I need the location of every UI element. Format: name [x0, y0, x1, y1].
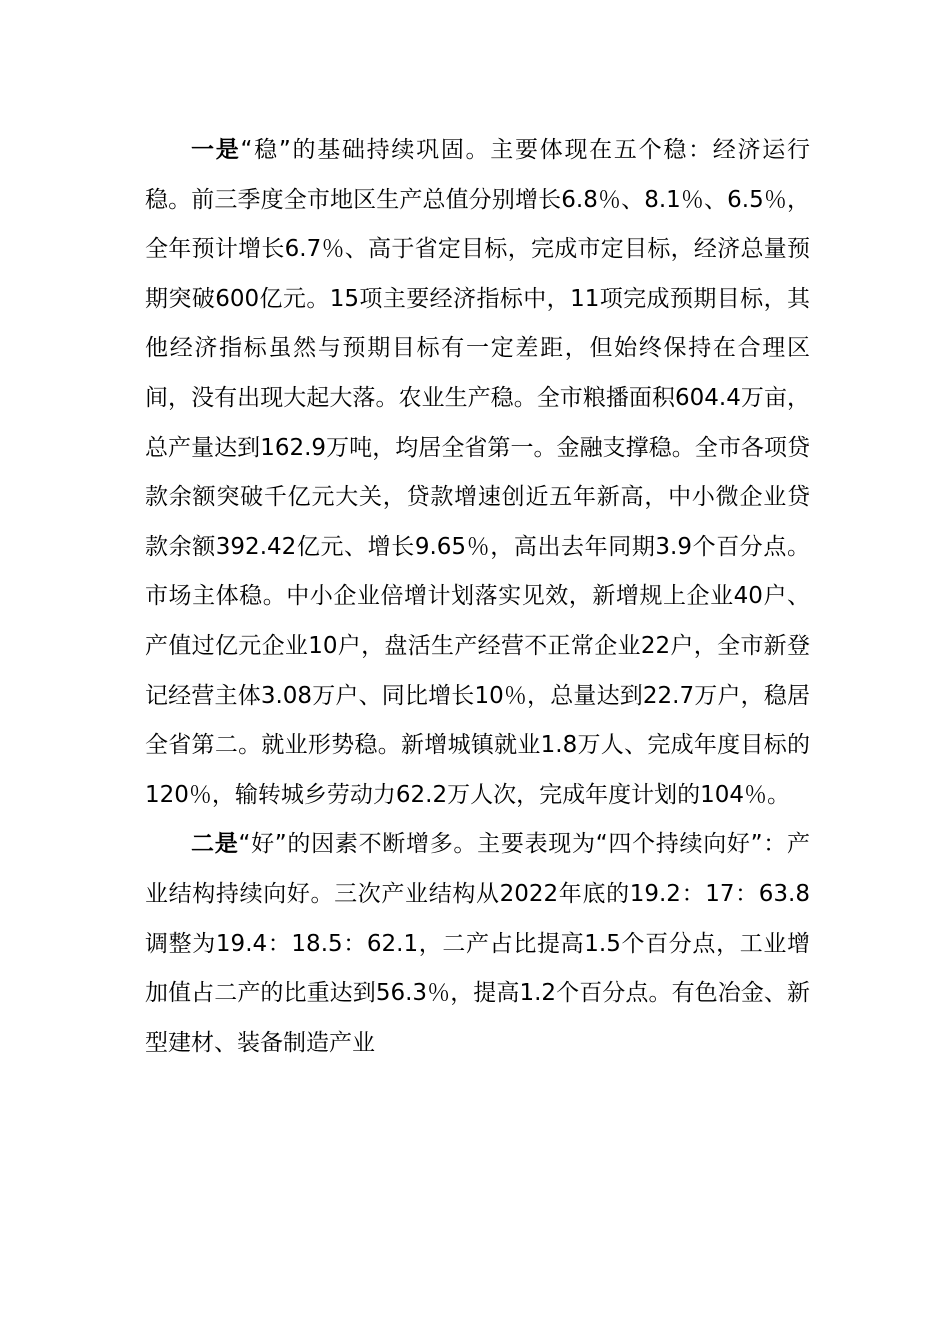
- paragraph-improvement: [145, 820, 810, 1068]
- paragraph-body: “好”的因素不断增多。主要表现为“四个持续向好”：产业结构持续向好。三次产业结构从2022年底的19.2：17：63.8调整为19.4：18.5：62.1，二产占比提高1.5个百分点，工业增加值占二产的比重达到56.3％，提高1.2个百分点。有色冶金、新型建材、装备制造产业: [145, 831, 810, 1056]
- paragraph-lead: 一是: [191, 137, 241, 163]
- paragraph-stability: [145, 126, 810, 820]
- paragraph-body: “稳”的基础持续巩固。主要体现在五个稳：经济运行稳。前三季度全市地区生产总值分别增长6.8％、8.1％、6.5％，全年预计增长6.7％、高于省定目标，完成市定目标，经济总量预期突破600亿元。15项主要经济指标中，11项完成预期目标，其他经济指标虽然与预期目标有一定差距，但始终保持在合理区间，没有出现大起大落。农业生产稳。全市粮播面积604.4万亩，总产量达到162.9万吨，均居全省第一。金融支撑稳。全市各项贷款余额突破千亿元大关，贷款增速创近五年新高，中小微企业贷款余额392.42亿元、增长9.65％，高出去年同期3.9个百分点。市场主体稳。中小企业倍增计划落实见效，新增规上企业40户、产值过亿元企业10户，盘活生产经营不正常企业22户，全市新登记经营主体3.08万户、同比增长10％，总量达到22.7万户，稳居全省第二。就业形势稳。新增城镇就业1.8万人、完成年度目标的120％，输转城乡劳动力62.2万人次，完成年度计划的104％。: [145, 137, 810, 808]
- document-page: [145, 126, 810, 1068]
- paragraph-lead: 二是: [191, 831, 239, 858]
